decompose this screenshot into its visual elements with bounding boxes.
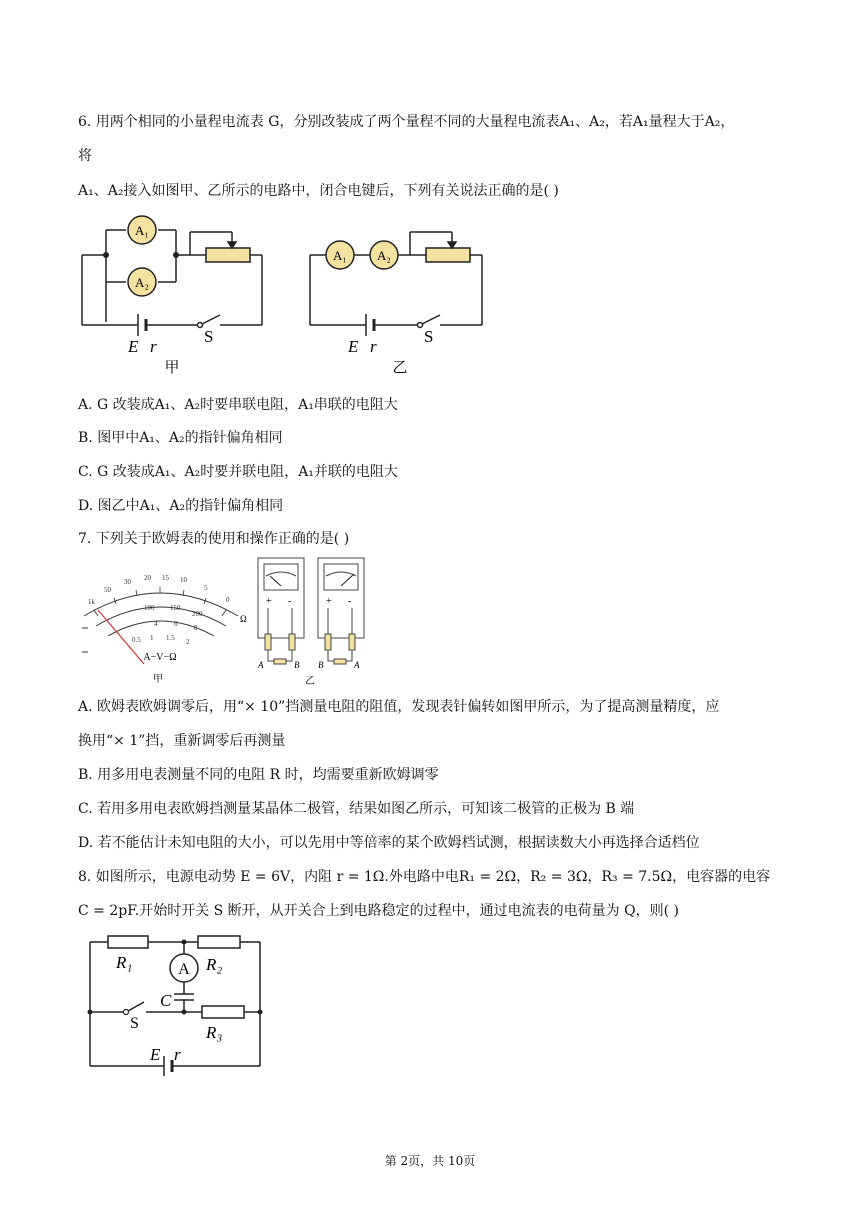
q8-r1-label: R₁ <box>116 953 133 972</box>
q7-meter1-plus: + <box>266 596 272 607</box>
q6-circuit-jia <box>70 210 280 380</box>
svg-text:5: 5 <box>204 584 208 592</box>
q8-r3-label: R₃ <box>206 1023 223 1042</box>
svg-text:200: 200 <box>192 610 203 618</box>
q7-option-a-line1: A. 欧姆表欧姆调零后，用“× 10”挡测量电阻的阻值，发现表针偏转如图甲所示，为了提高测量精度，应 <box>78 699 720 715</box>
q7-ohm-symbol: Ω <box>240 614 247 624</box>
q6-jia-r-label: r <box>150 337 157 356</box>
q6-stem-line1: 6. 用两个相同的小量程电流表 G，分别改装成了两个量程不同的大量程电流表A₁、A₂，若A₁量程大于A₂， <box>78 114 735 130</box>
svg-text:8: 8 <box>194 624 198 632</box>
q6-jia-s-label: S <box>204 327 214 346</box>
q7-meter2-plus: + <box>326 596 332 607</box>
q6-option-b: B. 图甲中A₁、A₂的指针偏角相同 <box>78 430 283 446</box>
q8-circuit <box>80 928 280 1078</box>
q7-option-d: D. 若不能估计未知电阻的大小，可以先用中等倍率的某个欧姆档试测，根据读数大小再选择合适档位 <box>78 835 700 851</box>
q7-meter2-minus: - <box>348 596 352 607</box>
q8-s-label: S <box>130 1015 139 1032</box>
svg-text:1.5: 1.5 <box>166 634 175 642</box>
q7-option-b: B. 用多用电表测量不同的电阻 R 时，均需要重新欧姆调零 <box>78 767 439 783</box>
q6-option-a: A. G 改装成A₁、A₂时要串联电阻，A₁串联的电阻大 <box>78 397 398 413</box>
q7-option-a-line2: 换用“× 1”挡，重新调零后再测量 <box>78 733 286 749</box>
svg-text:0.5: 0.5 <box>132 636 141 644</box>
q7-meter2-b: B <box>318 660 324 670</box>
q6-jia-a2-label: A₂ <box>135 275 149 290</box>
q8-c-label: C <box>160 991 172 1010</box>
q7-fig-jia-caption: 甲 <box>153 674 163 685</box>
q6-yi-r-label: r <box>370 337 377 356</box>
svg-text:15: 15 <box>162 574 169 582</box>
q8-stem-line1: 8. 如图所示，电源电动势 E = 6V，内阻 r = 1Ω.外电路中电R₁ = 2Ω，R₂ = 3Ω，R₃ = 7.5Ω，电容器的电容 <box>78 869 771 885</box>
svg-text:6: 6 <box>174 620 178 628</box>
svg-text:10: 10 <box>180 576 187 584</box>
q6-jia-caption: 甲 <box>164 360 180 376</box>
svg-text:4: 4 <box>154 620 158 628</box>
q6-jia-a1-label: A₁ <box>135 223 149 238</box>
q8-ammeter-label: A <box>178 961 190 978</box>
q7-meter-label: A−V−Ω <box>143 652 177 663</box>
q6-yi-a2-label: A₂ <box>377 248 391 263</box>
page-footer: 第 2页，共 10页 <box>384 1154 476 1168</box>
q8-e-label: E <box>150 1045 161 1064</box>
q6-option-d: D. 图乙中A₁、A₂的指针偏角相同 <box>78 498 284 514</box>
svg-text:2: 2 <box>186 638 190 646</box>
q7-option-c: C. 若用多用电表欧姆挡测量某晶体二极管，结果如图乙所示，可知该二极管的正极为 B 端 <box>78 801 635 817</box>
q7-meter-scale <box>74 568 254 688</box>
q8-r2-label: R₂ <box>206 955 223 974</box>
q6-yi-e-label: E <box>348 337 359 356</box>
q7-meter1-minus: - <box>288 596 292 607</box>
q7-fig-yi-caption: 乙 <box>305 676 315 687</box>
svg-text:1k: 1k <box>88 598 95 606</box>
q7-meter1-a: A <box>258 660 264 670</box>
svg-text:100: 100 <box>144 604 155 612</box>
svg-text:0: 0 <box>226 596 230 604</box>
q6-stem-line2: 将 <box>78 148 92 164</box>
svg-text:150: 150 <box>170 604 181 612</box>
q7-meter1-b: B <box>294 660 300 670</box>
q8-r-label: r <box>174 1045 181 1064</box>
q6-yi-a1-label: A₁ <box>333 248 347 263</box>
q7-stem: 7. 下列关于欧姆表的使用和操作正确的是( ) <box>78 531 350 547</box>
svg-text:30: 30 <box>124 578 131 586</box>
q6-stem-line3: A₁、A₂接入如图甲、乙所示的电路中，闭合电键后，下列有关说法正确的是( ) <box>78 183 559 199</box>
q8-stem-line2: C = 2pF.开始时开关 S 断开，从开关合上到电路稳定的过程中，通过电流表的电荷量为 Q，则( ) <box>78 903 679 919</box>
svg-text:50: 50 <box>104 586 111 594</box>
svg-text:20: 20 <box>144 574 151 582</box>
q6-jia-e-label: E <box>128 337 139 356</box>
q6-circuit-yi <box>300 210 500 380</box>
q6-yi-s-label: S <box>424 327 434 346</box>
q6-option-c: C. G 改装成A₁、A₂时要并联电阻，A₁并联的电阻大 <box>78 464 398 480</box>
q7-diode-meters <box>254 556 374 688</box>
q6-yi-caption: 乙 <box>392 360 408 376</box>
q7-meter2-a: A <box>354 660 360 670</box>
svg-text:1: 1 <box>150 634 154 642</box>
